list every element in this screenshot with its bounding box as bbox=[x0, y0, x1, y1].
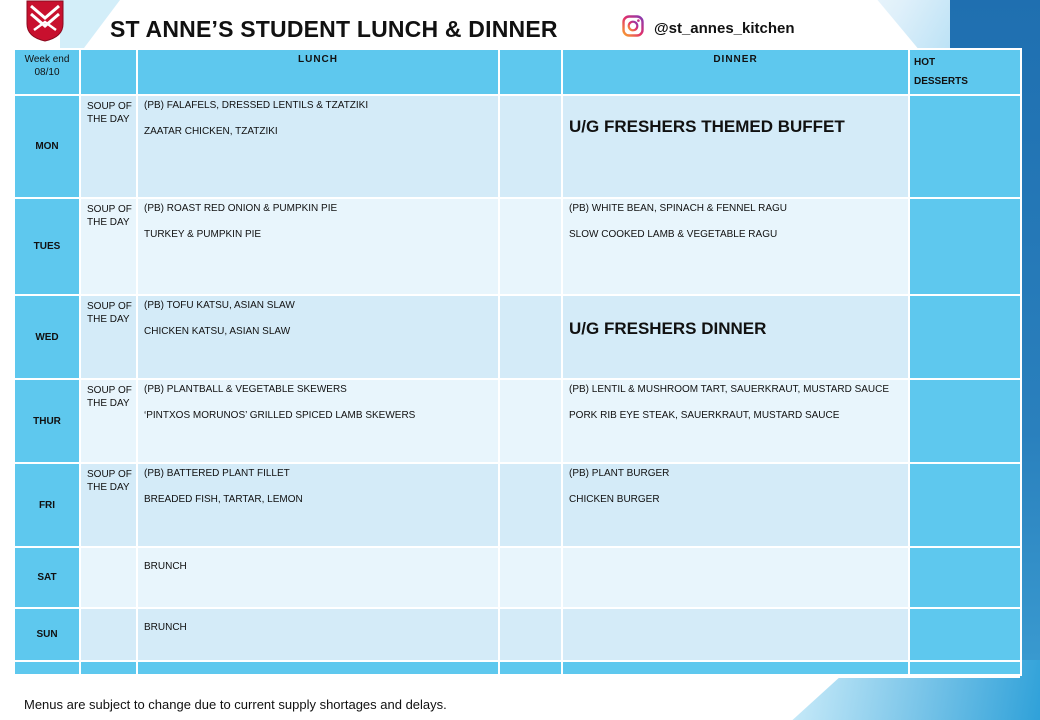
dessert-cell bbox=[909, 198, 1021, 295]
dessert-cell bbox=[909, 608, 1021, 661]
hot-desserts-header: HOT DESSERTS bbox=[909, 49, 1021, 95]
spacer-cell bbox=[499, 95, 562, 198]
dessert-cell bbox=[909, 463, 1021, 547]
college-crest-logo bbox=[26, 0, 64, 42]
table-row-sun bbox=[14, 608, 1021, 661]
spacer-cell bbox=[499, 198, 562, 295]
dinner-cell: (PB) PLANT BURGER CHICKEN BURGER bbox=[562, 463, 909, 547]
dinner-cell bbox=[562, 547, 909, 608]
lunch-cell: (PB) FALAFELS, DRESSED LENTILS & TZATZIKI ZAATAR CHICKEN, TZATZIKI bbox=[137, 95, 499, 198]
dinner-cell bbox=[562, 295, 909, 379]
table-row-sat bbox=[14, 547, 1021, 608]
dinner-special: U/G FRESHERS THEMED BUFFET bbox=[569, 117, 845, 136]
soup-cell: SOUP OF THE DAY bbox=[80, 198, 137, 295]
table-row-wed bbox=[14, 295, 1021, 379]
day-label: MON bbox=[14, 95, 80, 198]
spacer-cell bbox=[499, 295, 562, 379]
dinner-cell: (PB) LENTIL & MUSHROOM TART, SAUERKRAUT, MUSTARD SAUCE PORK RIB EYE STEAK, SAUERKRAUT, MUSTARD SAUCE bbox=[562, 379, 909, 463]
disclaimer-note: Menus are subject to change due to current supply shortages and delays. bbox=[24, 697, 447, 712]
soup-cell: SOUP OF THE DAY bbox=[80, 95, 137, 198]
lunch-cell: BRUNCH bbox=[137, 608, 499, 661]
week-label: Week end 08/10 bbox=[14, 49, 80, 95]
spacer-cell bbox=[499, 547, 562, 608]
spacer-cell bbox=[499, 463, 562, 547]
day-label: SAT bbox=[14, 547, 80, 608]
dessert-cell bbox=[909, 95, 1021, 198]
table-row-thur bbox=[14, 379, 1021, 463]
day-label: WED bbox=[14, 295, 80, 379]
lunch-header: LUNCH bbox=[137, 49, 499, 95]
spacer-cell bbox=[499, 379, 562, 463]
day-label: TUES bbox=[14, 198, 80, 295]
instagram-icon bbox=[622, 15, 644, 42]
soup-cell: SOUP OF THE DAY bbox=[80, 379, 137, 463]
instagram-link[interactable] bbox=[622, 15, 795, 42]
dinner-cell bbox=[562, 95, 909, 198]
dessert-cell bbox=[909, 379, 1021, 463]
lunch-cell: (PB) ROAST RED ONION & PUMPKIN PIE TURKEY & PUMPKIN PIE bbox=[137, 198, 499, 295]
lunch-cell: (PB) TOFU KATSU, ASIAN SLAW CHICKEN KATSU, ASIAN SLAW bbox=[137, 295, 499, 379]
header-blank bbox=[499, 49, 562, 95]
table-footer-row bbox=[14, 661, 1021, 675]
spacer-cell bbox=[499, 608, 562, 661]
page-title: ST ANNE’S STUDENT LUNCH & DINNER bbox=[110, 16, 558, 42]
day-label: THUR bbox=[14, 379, 80, 463]
soup-cell: SOUP OF THE DAY bbox=[80, 295, 137, 379]
dinner-header: DINNER bbox=[562, 49, 909, 95]
soup-cell: SOUP OF THE DAY bbox=[80, 463, 137, 547]
soup-cell bbox=[80, 547, 137, 608]
dessert-cell bbox=[909, 295, 1021, 379]
dessert-cell bbox=[909, 547, 1021, 608]
table-header-row bbox=[14, 49, 1021, 95]
table-row-mon bbox=[14, 95, 1021, 198]
instagram-handle: @st_annes_kitchen bbox=[654, 20, 795, 37]
day-label: SUN bbox=[14, 608, 80, 661]
soup-cell bbox=[80, 608, 137, 661]
lunch-cell: (PB) BATTERED PLANT FILLET BREADED FISH, TARTAR, LEMON bbox=[137, 463, 499, 547]
table-row-fri bbox=[14, 463, 1021, 547]
dinner-cell: (PB) WHITE BEAN, SPINACH & FENNEL RAGU SLOW COOKED LAMB & VEGETABLE RAGU bbox=[562, 198, 909, 295]
header-blank bbox=[80, 49, 137, 95]
lunch-cell: BRUNCH bbox=[137, 547, 499, 608]
dinner-cell bbox=[562, 608, 909, 661]
menu-table bbox=[13, 48, 1020, 678]
day-label: FRI bbox=[14, 463, 80, 547]
dinner-special: U/G FRESHERS DINNER bbox=[569, 319, 767, 338]
lunch-cell: (PB) PLANTBALL & VEGETABLE SKEWERS ‘PINTXOS MORUNOS’ GRILLED SPICED LAMB SKEWERS bbox=[137, 379, 499, 463]
table-row-tues bbox=[14, 198, 1021, 295]
